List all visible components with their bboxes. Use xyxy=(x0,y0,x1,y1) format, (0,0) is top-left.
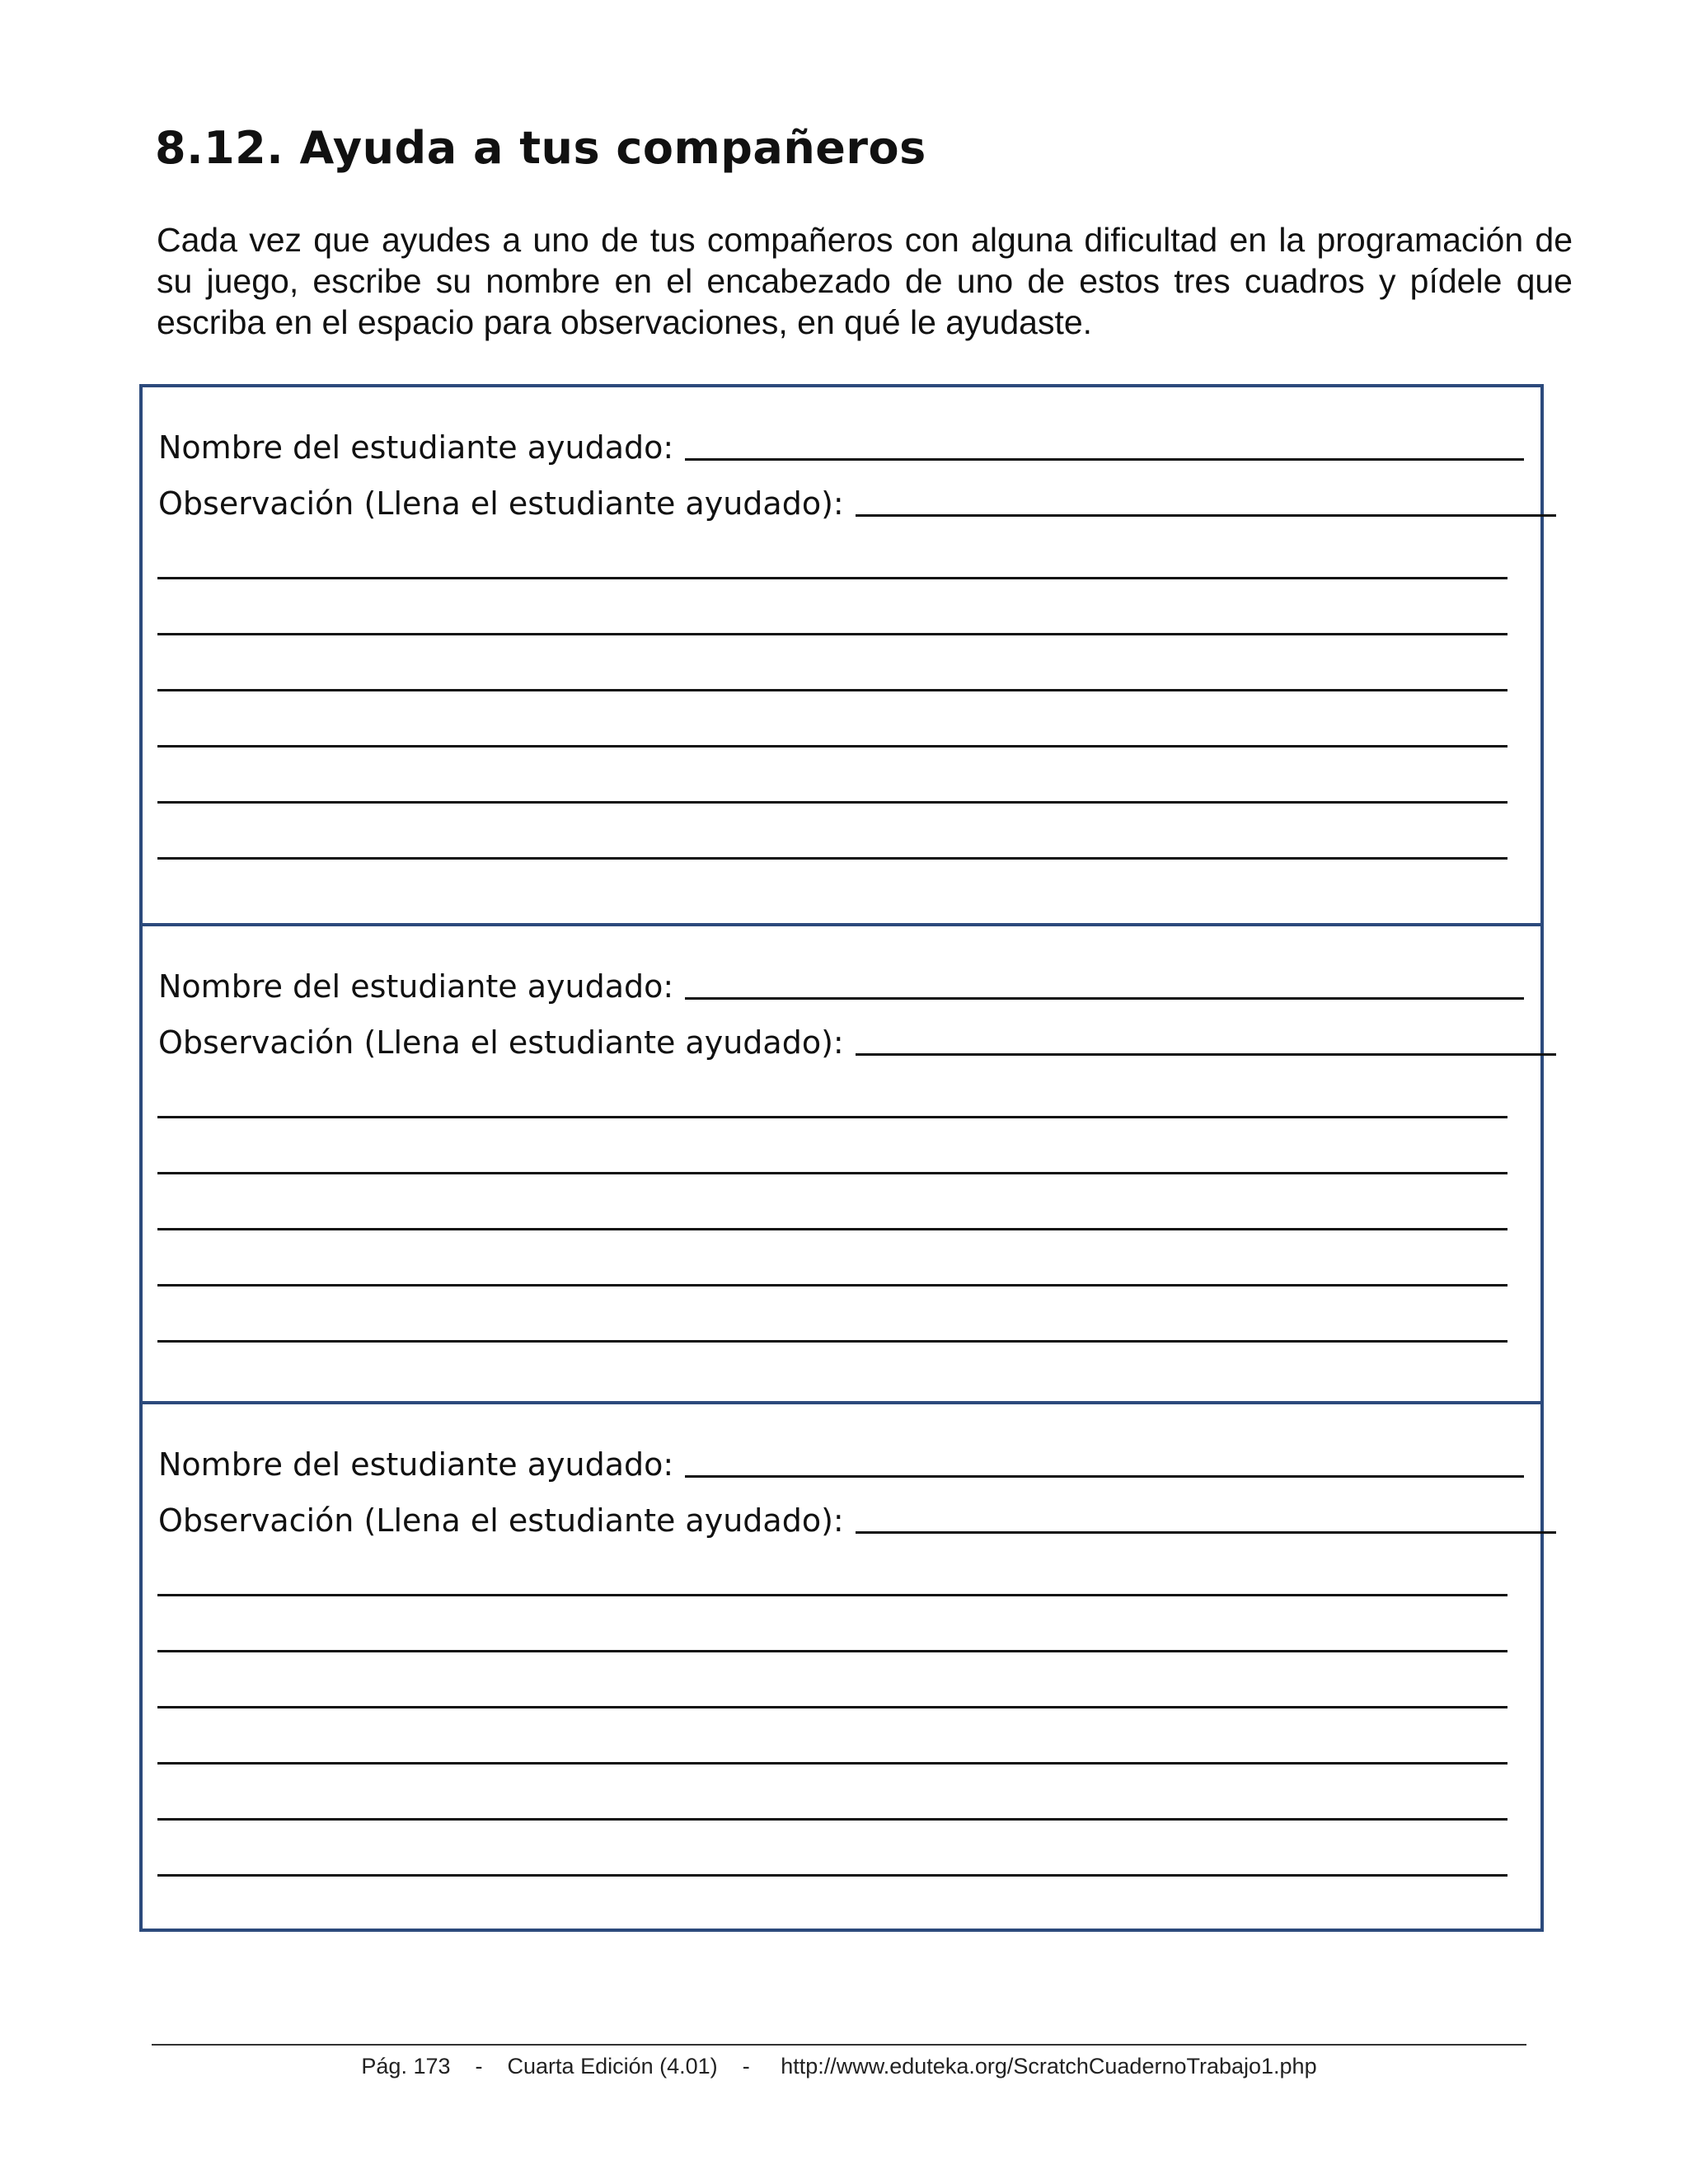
writing-line[interactable] xyxy=(157,1594,1507,1596)
student-name-row xyxy=(158,1446,1524,1483)
writing-line[interactable] xyxy=(157,577,1507,579)
writing-line[interactable] xyxy=(157,1650,1507,1652)
writing-line[interactable] xyxy=(157,1818,1507,1821)
writing-line[interactable] xyxy=(157,1874,1507,1877)
student-name-field[interactable] xyxy=(685,1475,1524,1478)
writing-line[interactable] xyxy=(157,633,1507,635)
student-name-row xyxy=(158,968,1524,1005)
student-name-label: Nombre del estudiante ayudado: xyxy=(158,429,674,466)
student-name-field[interactable] xyxy=(685,997,1524,1000)
observation-row xyxy=(158,485,1556,523)
footer-page-number: Pág. 173 xyxy=(361,2054,451,2079)
writing-line[interactable] xyxy=(157,801,1507,804)
observation-label: Observación (Llena el estudiante ayudado): xyxy=(158,1024,844,1061)
observation-label: Observación (Llena el estudiante ayudado): xyxy=(158,485,844,522)
footer-url[interactable]: http://www.eduteka.org/ScratchCuadernoTrabajo1.php xyxy=(781,2054,1317,2079)
writing-line[interactable] xyxy=(157,1340,1507,1343)
writing-line[interactable] xyxy=(157,1172,1507,1174)
observation-row xyxy=(158,1502,1556,1540)
form-section-1 xyxy=(143,387,1540,923)
student-name-row xyxy=(158,429,1524,466)
observation-label: Observación (Llena el estudiante ayudado): xyxy=(158,1502,844,1539)
writing-line[interactable] xyxy=(157,1116,1507,1118)
page-title: 8.12. Ayuda a tus compañeros xyxy=(155,122,926,174)
form-section-2 xyxy=(143,923,1540,1401)
footer-separator: - xyxy=(742,2054,750,2079)
page-footer xyxy=(152,2052,1526,2080)
student-name-label: Nombre del estudiante ayudado: xyxy=(158,968,674,1005)
footer-separator: - xyxy=(475,2054,483,2079)
observation-field[interactable] xyxy=(856,1053,1556,1056)
observation-field[interactable] xyxy=(856,1531,1556,1534)
help-form xyxy=(139,384,1544,1932)
footer-divider xyxy=(152,2044,1526,2046)
observation-row xyxy=(158,1024,1556,1062)
footer-edition: Cuarta Edición (4.01) xyxy=(507,2054,718,2079)
writing-line[interactable] xyxy=(157,1228,1507,1230)
writing-line[interactable] xyxy=(157,689,1507,691)
student-name-label: Nombre del estudiante ayudado: xyxy=(158,1446,674,1483)
form-section-3 xyxy=(143,1401,1540,1932)
writing-line[interactable] xyxy=(157,1706,1507,1708)
writing-line[interactable] xyxy=(157,745,1507,748)
writing-line[interactable] xyxy=(157,857,1507,860)
writing-line[interactable] xyxy=(157,1284,1507,1286)
intro-paragraph: Cada vez que ayudes a uno de tus compañeros con alguna dificultad en la programación de su juego, escribe su nombre en el encabezado de uno de estos tres cuadros y pídele que escriba en el espacio para observaciones, en qué le ayudaste. xyxy=(157,221,1573,341)
observation-field[interactable] xyxy=(856,514,1556,517)
writing-line[interactable] xyxy=(157,1762,1507,1765)
student-name-field[interactable] xyxy=(685,458,1524,461)
